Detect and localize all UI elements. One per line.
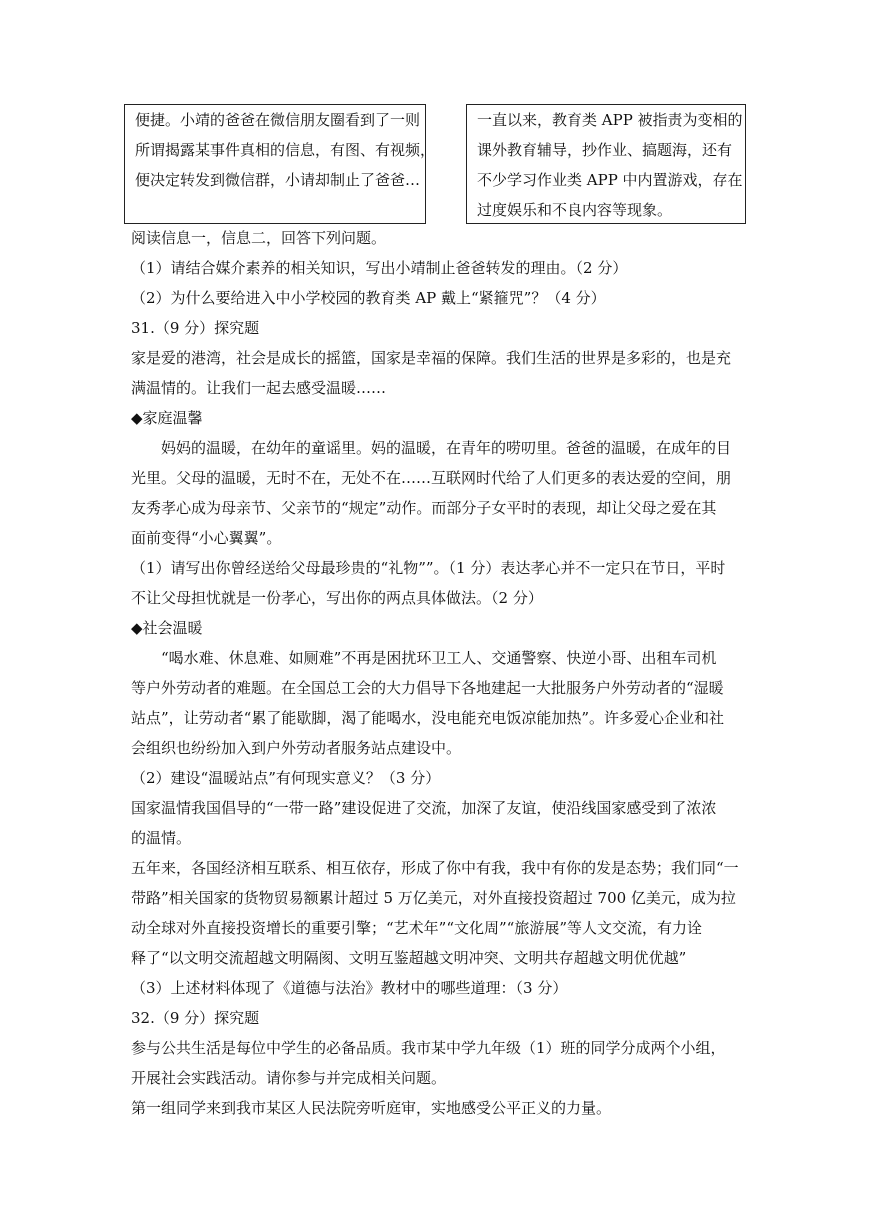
paragraph-line: 光里。父母的温暖，无时不在，无处不在……互联网时代给了人们更多的表达爱的空间，朋 [131,469,732,487]
paragraph-line: 妈妈的温暖，在幼年的童谣里。妈的温暖，在青年的唠叨里。爸爸的温暖，在成年的目 [131,439,732,457]
paragraph-line: 开展社会实践活动。请你参与并完成相关问题。 [131,1069,447,1087]
question-text: （3）上述材料体现了《道德与法治》教材中的哪些道理：（3 分） [131,979,568,997]
question-text: （1）请结合媒介素养的相关知识，写出小靖制止爸爸转发的理由。（2 分） [131,259,628,277]
paragraph-line: 等户外劳动者的难题。在全国总工会的大力倡导下各地建起一大批服务户外劳动者的“湿暖 [131,679,724,697]
info-box-two-line: 不少学习作业类 APP 中内置游戏，存在 [477,171,743,189]
paragraph-line: 释了“以文明交流超越文明隔阂、文明互鉴超越文明冲突、文明共存超越文明优优越” [131,949,687,967]
paragraph-line: 国家温情我国倡导的“一带一路”建设促进了交流，加深了友谊，使沿线国家感受到了浓浓 [131,799,717,817]
question-heading: 31.（9 分）探究题 [131,319,260,337]
info-box-two [466,104,746,224]
info-box-two-line: 过度娱乐和不良内容等现象。 [477,201,673,219]
paragraph-line: “喝水难、休息难、如厕难”不再是困扰环卫工人、交通警察、快逆小哥、出租车司机 [131,649,717,667]
question-heading: 32.（9 分）探究题 [131,1009,260,1027]
instruction-text: 阅读信息一，信息二，回答下列问题。 [131,229,387,247]
paragraph-line: 站点”，让劳动者“累了能歇脚，渴了能喝水，没电能充电饭凉能加热”。许多爱心企业和社 [131,709,725,727]
info-box-one-line: 所谓揭露某事件真相的信息，有图、有视频， [135,141,436,159]
paragraph-line: 动全球对外直接投资增长的重要引擎；“艺术年”“文化周”“旅游展”等人文交流，有力诠 [131,919,703,937]
section-heading: ◆家庭温馨 [131,409,203,427]
paragraph-line: 友秀孝心成为母亲节、父亲节的“规定”动作。而部分子女平时的表现，却让父母之爱在其 [131,499,717,517]
paragraph-line: 第一组同学来到我市某区人民法院旁听庭审，实地感受公平正义的力量。 [131,1099,612,1117]
section-heading: ◆社会温暖 [131,619,203,637]
paragraph-line: 面前变得“小心翼翼”。 [131,529,282,547]
info-box-two-line: 一直以来，教育类 APP 被指责为变相的 [477,111,743,129]
info-box-one-line: 便捷。小靖的爸爸在微信朋友圈看到了一则 [135,111,421,129]
question-text: （2）为什么要给进入中小学校园的教育类 AP 戴上“紧箍咒”？（4 分） [131,289,606,307]
paragraph-line: 带路”相关国家的货物贸易额累计超过 5 万亿美元，对外直接投资超过 700 亿美元，成为拉 [131,889,736,907]
info-box-one-line: 便决定转发到微信群，小请却制止了爸爸… [135,171,421,189]
paragraph-line: 家是爱的港湾，社会是成长的摇篮，国家是幸福的保障。我们生活的世界是多彩的，也是充 [131,349,732,367]
paragraph-line: 的温情。 [131,829,192,847]
question-text: 不让父母担忧就是一份孝心，写出你的两点具体做法。（2 分） [131,589,543,607]
paragraph-line: 会组织也纷纷加入到户外劳动者服务站点建设中。 [131,739,462,757]
info-box-two-line: 课外教育辅导，抄作业、搞题海，还有 [477,141,733,159]
paragraph-line: 满温情的。让我们一起去感受温暖…… [131,379,387,397]
paragraph-line: 参与公共生活是每位中学生的必备品质。我市某中学九年级（1）班的同学分成两个小组， [131,1039,726,1057]
paragraph-line: 五年来，各国经济相互联系、相互依存，形成了你中有我，我中有你的发是态势；我们同“一 [131,859,739,877]
info-box-one [124,104,436,224]
question-text: （1）请写出你曾经送给父母最珍贵的“礼物””。（1 分）表达孝心并不一定只在节日，平时 [131,559,726,577]
question-text: （2）建设“温暖站点”有何现实意义？（3 分） [131,769,441,787]
